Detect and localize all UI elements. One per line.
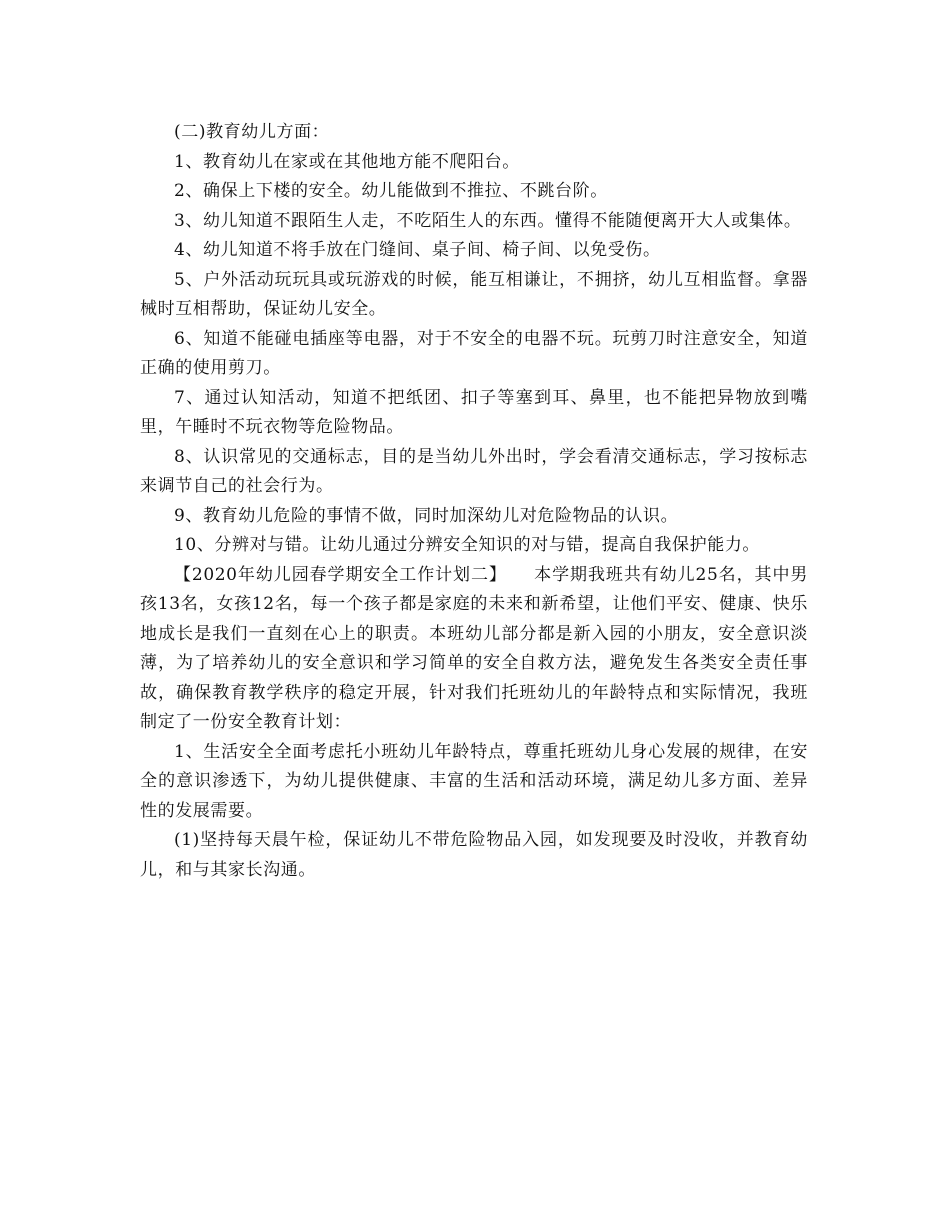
paragraph-item-6: 6、知道不能碰电插座等电器，对于不安全的电器不玩。玩剪刀时注意安全，知道正确的使用剪刀。 [140,328,808,378]
paragraph-item-1: 1、教育幼儿在家或在其他地方能不爬阳台。 [174,151,520,172]
life-safety-paragraph: 1、生活安全全面考虑托小班幼儿年龄特点，尊重托班幼儿身心发展的规律，在安全的意识渗透下，为幼儿提供健康、丰富的生活和活动环境，满足幼儿多方面、差异性的发展需要。 [140,741,808,821]
morning-check-paragraph: (1)坚持每天晨午检，保证幼儿不带危险物品入园，如发现要及时没收，并教育幼儿，和与其家长沟通。 [140,830,808,880]
paragraph-item-8: 8、认识常见的交通标志，目的是当幼儿外出时，学会看清交通标志，学习按标志来调节自己的社会行为。 [140,446,808,496]
paragraph-item-2: 2、确保上下楼的安全。幼儿能做到不推拉、不跳台阶。 [174,181,608,201]
paragraph-item-10: 10、分辨对与错。让幼儿通过分辨安全知识的对与错，提高自我保护能力。 [174,535,761,555]
section-heading: (二)教育幼儿方面： [174,122,330,142]
paragraph-item-9: 9、教育幼儿危险的事情不做，同时加深幼儿对危险物品的认识。 [174,505,679,526]
paragraph-item-7: 7、通过认知活动，知道不把纸团、扣子等塞到耳、鼻里，也不能把异物放到嘴里，午睡时不玩衣物等危险物品。 [140,387,808,437]
paragraph-item-4: 4、幼儿知道不将手放在门缝间、桌子间、椅子间、以免受伤。 [174,240,661,260]
paragraph-item-3: 3、幼儿知道不跟陌生人走，不吃陌生人的东西。懂得不能随便离开大人或集体。 [174,210,802,231]
plan-two-intro-paragraph: 【2020年幼儿园春学期安全工作计划二】 本学期我班共有幼儿25名，其中男孩13名，女孩12名，每一个孩子都是家庭的未来和新希望，让他们平安、健康、快乐地成长是我们一直刻在心上的职责。本班幼儿部分都是新入园的小朋友，安全意识淡薄，为了培养幼儿的安全意识和学习简单的安全自救方法，避免发生各类安全责任事故，确保教育教学秩序的稳定开展，针对我们托班幼儿的年龄特点和实际情况，我班制定了一份安全教育计划： [140,564,808,732]
document-body [140,118,808,885]
paragraph-item-5: 5、户外活动玩玩具或玩游戏的时候，能互相谦让，不拥挤，幼儿互相监督。拿器械时互相帮助，保证幼儿安全。 [140,269,808,319]
